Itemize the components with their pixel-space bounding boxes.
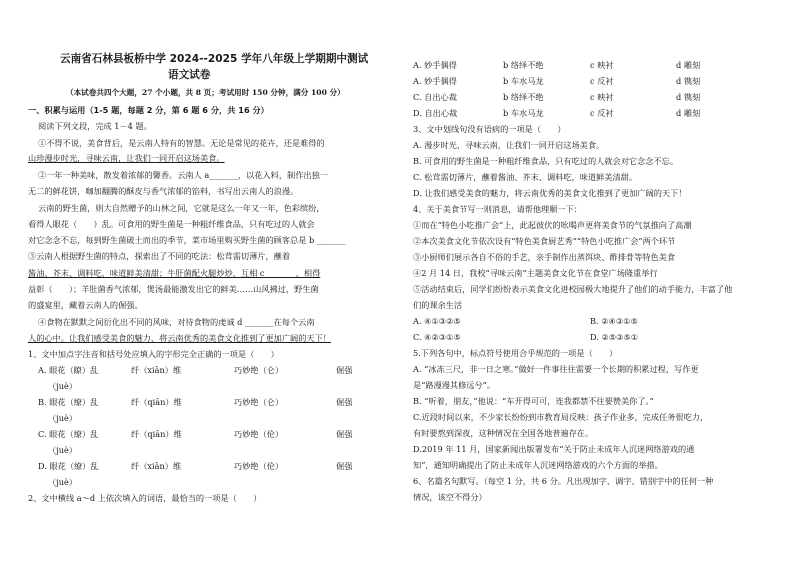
exam-subtitle: 语文试卷 [168,69,211,81]
q2-b-2: b 车水马龙 [503,76,544,86]
q4-item-3: ③小厨师们展示各自不俗的手艺，亲手制作出蒸饵块、酢排骨等特色美食 [413,252,676,262]
passage-p3-line3: 益彰（ ）；羊肚菌香气浓郁，煲汤最能激发出它的鲜美……山风拂过，野生菌 [28,284,319,294]
question-6-cont: 情况，该空不得分） [413,492,487,502]
passage-p2-line1: ②一年一种美味，散发着浓郁的馨香。云南人 a_______，以花入料，制作出独一 [38,170,328,180]
section-heading: 一、积累与运用（1-5 题，每题 2 分，第 6 题 6 分，共 16 分） [28,105,269,115]
q1-a-1: A. 眼花（瞭）乱 [38,365,99,375]
q1-a-3: 巧妙绝（仑） [234,365,284,375]
q1-b-jue: （juè） [48,413,78,423]
passage-p3-a-text: 看得人眼花（ ）乱。可食用的野生菌是一种粗纤维食品，只有吃过的人就会 [28,219,315,229]
q2-b-1: A. 妙手偶得 [413,76,457,86]
q2-a-2: b 络绎不绝 [503,60,544,70]
q5-option-c-cont: 有时要熬到深夜，这种情况在全国各地普遍存在。 [413,428,594,438]
q1-b-3: 巧妙绝（仑） [234,397,284,407]
q1-b-1: B. 眼花（缭）乱 [38,397,99,407]
q2-d-4: d 雕刻 [676,108,701,118]
exam-note: （本试卷共四个大题，27 个小题，共 8 页；考试用时 150 分钟，满分 100 分） [66,88,345,97]
exam-title: 云南省石林县板桥中学 2024--2025 学年八年级上学期期中测试 [60,53,369,65]
question-6: 6、名篇名句默写。（每空 1 分，共 6 分。凡出现加字、调字、错别字中的任何一种 [413,476,714,486]
q3-option-c[interactable]: C. 松茸需切薄片，蘸着酱油、芥末、调料吃，味道鲜美清甜。 [413,172,638,182]
q1-c-4: 倔强 [336,429,353,439]
q1-d-2: 纤（xiān）维 [131,461,182,471]
q1-b-2: 纤（qiān）维 [131,397,182,407]
q3-option-a[interactable]: A. 漫步时光，寻味云南，让我们一同开启这场美食。 [413,140,605,150]
q1-d-3: 巧妙绝（伦） [234,461,284,471]
q1-a-jue: （juè） [48,381,78,391]
passage-p3-line1: ③云南人根据野生菌的特点，探索出了不同的吃法：松茸需切薄片，蘸着 [28,251,291,261]
q1-c-1: C. 眼花（缭）乱 [38,429,99,439]
passage-p3-a [28,219,315,229]
q5-option-a-cont: 是“路漫漫其修远兮”。 [413,380,496,390]
question-4: 4、关于美食节写一则消息，请帮他理顺一下： [413,204,582,214]
q1-c-2: 纤（qiān）维 [131,429,182,439]
q4-option-b[interactable]: B. ②④③①⑤ [590,316,638,326]
q4-option-d[interactable]: D. ②⑤③⑤① [590,332,639,342]
q1-c-3: 巧妙绝（伦） [234,429,284,439]
passage-p1-line2: 山珍漫步时光，寻味云南，让我们一同开启这场美食。 [28,153,225,163]
passage-p3-intro: 云南的野生菌，则大自然赠予的山林之间，它就是这么一年又一年，色彩缤纷， [38,203,325,213]
q3-option-d[interactable]: D. 让我们感受美食的魅力，将云南优秀的美食文化推到了更加广阔的天下！ [413,188,687,198]
q2-a-1: A. 妙手偶得 [413,60,457,70]
question-3: 3、文中划线句没有语病的一项是（ ） [413,124,566,134]
passage-p4-line1: ④食物在默默之间衍化出不同的风味，对待食物的虔诚 d _______在每个云南 [38,317,315,327]
q1-c-jue: （juè） [48,445,78,455]
q5-option-a[interactable]: A. “冰冻三尺，非一日之寒。”做好一件事往往需要一个长期的积累过程，写作更 [413,364,699,374]
q4-item-4: ④2 月 14 日，我校“寻味云南”主题美食文化节在食堂广场隆重举行 [413,268,658,278]
passage-p3-b: 对它念念不忘，每到野生菌破土而出的季节，菜市场里购买野生菌的顾客总是 b _______ [28,235,346,245]
q5-option-d[interactable]: D.2019 年 11 月，国家新闻出版署发布“关于防止未成年人沉迷网络游戏的通 [413,444,695,454]
q4-item-2: ②本次美食文化节依次设有“特色美食厨艺秀”“特色小吃推广会”两个环节 [413,236,676,246]
q2-a-3: c 映衬 [590,60,614,70]
q2-b-3: c 反衬 [590,76,614,86]
q5-option-d-cont: 知”，通知明确提出了防止未成年人沉迷网络游戏的六个方面的举措。 [413,460,663,470]
question-2: 2、文中横线 a～d 上依次填入的词语，最恰当的一项是（ ） [28,493,262,503]
q2-a-4: d 雕刻 [676,60,701,70]
q2-d-1: D. 自出心裁 [413,108,458,118]
q1-a-2: 纤（xiān）维 [131,365,182,375]
q4-item-5: ⑤活动结束后，同学们纷纷表示美食文化进校园极大地提升了他们的动手能力，丰富了他 [413,284,733,294]
q1-d-4: 倔强 [336,461,353,471]
question-5: 5.下列各句中，标点符号使用合乎规范的一项是（ ） [413,348,618,358]
passage-intro: 阅读下列文段，完成 1－4 题。 [38,121,152,131]
q2-b-4: d 镌刻 [676,76,701,86]
passage-p4-line2: 人的心中。让我们感受美食的魅力，将云南优秀的美食文化推到了更加广阔的天下！ [28,333,331,343]
q2-d-3: c 反衬 [590,108,614,118]
q4-item-1: ①而在“特色小吃推广会”上，此起彼伏的吆喝声更将美食节的气氛推向了高潮 [413,220,692,230]
q2-c-4: d 镌刻 [676,92,701,102]
q4-item-5b: 们的课余生活 [413,300,463,310]
q1-d-1: D. 眼花（缭）乱 [38,461,99,471]
q2-c-2: b 络绎不绝 [503,92,544,102]
q2-c-1: C. 自出心裁 [413,92,457,102]
passage-p3-line4: 的盛宴里，藏着云南人的倔强。 [28,300,143,310]
q3-option-b[interactable]: B. 可食用的野生菌是一种粗纤维食品，只有吃过的人就会对它念念不忘。 [413,156,679,166]
q1-d-jue: （juè） [48,477,78,487]
q1-b-4: 倔强 [336,397,353,407]
passage-p2-line2: 无二的鲜花饼，咖加翻腾的酥皮与香气浓郁的馅料，书写出云南人的浪漫。 [28,186,299,196]
q5-option-b[interactable]: B. “听着，朋友，”他说：“车开得可可，连我都禁不住要赞美你了。” [413,396,654,406]
q4-option-c[interactable]: C. ④②③①⑤ [413,332,461,342]
passage-p3-line2: 酱油、芥末、调料吃，味道鲜美清甜；牛肝菌配火腿炒炒，互相 c _______，相得 [28,268,321,278]
q4-option-a[interactable]: A. ④①③②⑤ [413,316,461,326]
question-1: 1、文中加点字注音和括号处应填入的字形完全正确的一项是（ ） [28,349,279,359]
q5-option-c[interactable]: C.近段时间以来，不少家长纷纷到市教育局反映：孩子作业多，完成任务很吃力， [413,412,709,422]
passage-p1-line1: ①不得不说，美食背后，是云南人特有的智慧。无论是常见的花卉，还是难得的 [38,138,325,148]
q2-c-3: c 映衬 [590,92,614,102]
q1-a-4: 倔强 [336,365,353,375]
q2-d-2: b 车水马龙 [503,108,544,118]
